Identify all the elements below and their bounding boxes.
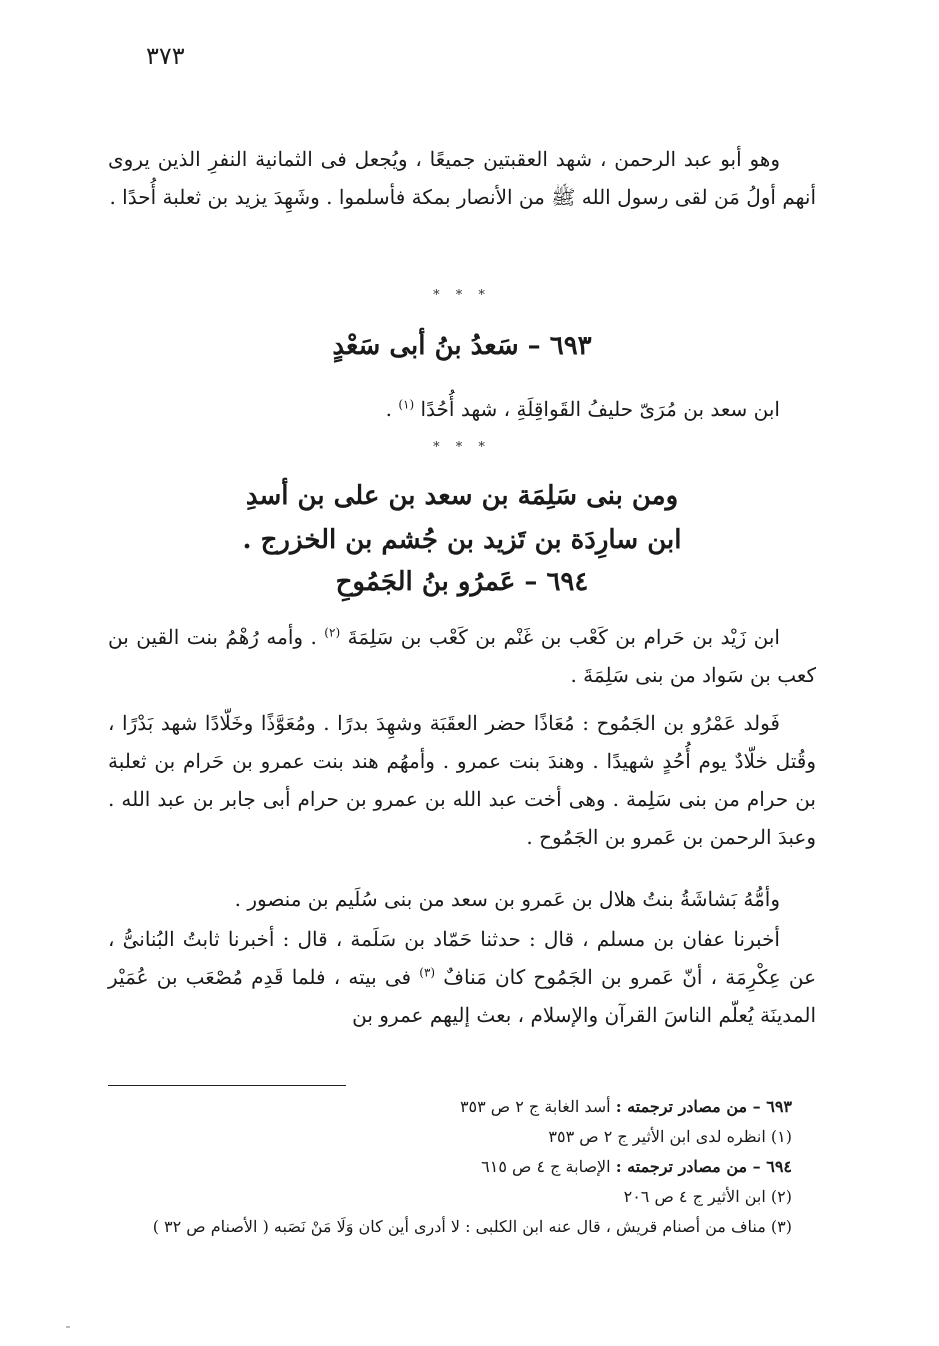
footnote-divider	[108, 1085, 346, 1086]
page-number: ٣٧٣	[146, 42, 185, 70]
entry-694-lineage: ابن زَيْد بن حَرام بن كَعْب بن غَنْم بن كَعْب بن سَلِمَةَ	[347, 625, 780, 649]
entry-694-mother: . وأمه رُهْمُ بنت القين بن كعب بن سَواد من بنى سَلِمَةَ .	[108, 625, 816, 687]
footnote-694-label: ٦٩٤ – من مصادر ترجمته :	[615, 1157, 792, 1176]
section-heading-line2: ابن سارِدَة بن تَزيد بن جُشم بن الخزرج .	[242, 525, 682, 555]
entry-694-paragraph-2: فَولد عَمْرُو بن الجَمُوح : مُعَاذًا حضر العقَبَة وشهِدَ بدرًا . ومُعَوَّذًا وخَلّادًا شهد بَدْرًا ، وقُتل خلّادٌ يوم أُحُدٍ شهيدًا . وهندَ بنت عمرو . وأمهُم هند بنت عمرو بن حَرام بن ثعلبة بن حرام من بنى سَلِمة . وهى أخت عبد الله بن عمرو بن حرام أبى جابر بن عبد الله . وعبدَ الرحمن بن عَمرو بن الجَمُوح .	[108, 711, 816, 849]
section-separator-stars: * * *	[433, 440, 491, 455]
entry-694-paragraph-3: وأمُّهُ بَشاشَةُ بنتُ هلال بن عَمرو بن سعد من بنى سُلَيم بن منصور .	[234, 887, 780, 911]
entry-693-title: ٦٩٣ – سَعدُ بنُ أبى سَعْدٍ	[332, 331, 592, 361]
opening-paragraph: وهو أبو عبد الرحمن ، شهد العقبتين جميعًا ، ويُجعل فى الثمانية النفرِ الذين يروى أنهم أولُ مَن لقى رسول الله ﷺ من الأنصار بمكة فأسلموا . وشَهِدَ يزيد بن ثعلبة أُحدًا .	[108, 147, 816, 209]
footnote-ref-3: (٣)	[419, 965, 436, 980]
footnote-3: (٣) مناف من أصنام قريش ، قال عنه ابن الكلبى : لا أدرى أين كان وَلَا مَنْ نَصَبه ( الأصنام ص ٣٢ )	[152, 1217, 792, 1236]
entry-693-text	[108, 392, 816, 426]
section-heading-line1: ومن بنى سَلِمَة بن سعد بن على بن أسدِ	[245, 481, 679, 511]
footnote-2: (٢) ابن الأثير ج ٤ ص ٢٠٦	[623, 1187, 792, 1206]
footnote-694	[108, 1152, 816, 1182]
entry-694-narration-cont: فى بيته ، فلما قَدِم مُصْعَب بن عُمَيْر المدينَة يُعلّم الناسَ القرآن والإسلام ، بعث إليهم عمرو بن	[108, 965, 816, 1027]
footnote-693-text: أسد الغابة ج ٢ ص ٣٥٣	[459, 1097, 616, 1116]
footnote-693	[108, 1092, 816, 1122]
entry-693-end: .	[385, 397, 392, 421]
book-page	[108, 0, 816, 1346]
footnote-694-text: الإصابة ج ٤ ص ٦١٥	[481, 1157, 616, 1176]
entry-694-paragraph-4	[108, 920, 816, 1034]
scan-margin-mark	[66, 1326, 70, 1328]
entry-694-paragraph-1	[108, 618, 816, 694]
footnote-693-label: ٦٩٣ – من مصادر ترجمته :	[615, 1097, 792, 1116]
footnote-1: (١) انظره لدى ابن الأثير ج ٢ ص ٣٥٣	[548, 1127, 792, 1146]
entry-694-narration: أخبرنا عفان بن مسلم ، قال : حدثنا حَمّاد بن سَلَمة ، قال : أخبرنا ثابتُ البُنانىُّ ، عن عِكْرِمَة ، أنّ عَمرو بن الجَمُوح كان مَنافٌ	[108, 927, 817, 989]
section-separator-stars: * * *	[433, 288, 491, 303]
entry-693-body: ابن سعد بن مُرَىّ حليفُ القَواقِلَةِ ، شهد أُحُدًا	[420, 397, 780, 421]
entry-694-title: ٦٩٤ – عَمرُو بنُ الجَمُوحِ	[335, 567, 589, 597]
footnote-ref-2: (٢)	[324, 625, 341, 640]
footnote-ref-1: (١)	[398, 397, 415, 412]
